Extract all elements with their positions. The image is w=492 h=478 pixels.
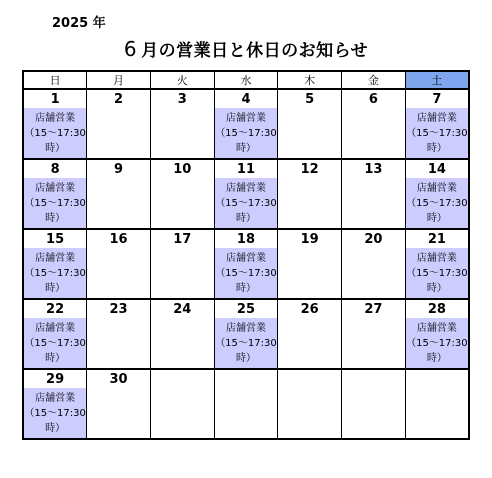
empty-day-cell bbox=[87, 388, 151, 439]
open-hours-text: 時） bbox=[235, 142, 256, 154]
open-hours-text: 時） bbox=[45, 212, 66, 224]
open-hours-cell bbox=[23, 248, 87, 299]
open-hours-text: 店舗営業 bbox=[35, 392, 76, 404]
empty-day-cell bbox=[87, 248, 151, 299]
open-hours-cell bbox=[405, 108, 469, 159]
week-status-row bbox=[23, 108, 469, 159]
empty-day-cell bbox=[87, 318, 151, 369]
open-hours-text: 店舗営業 bbox=[35, 182, 76, 194]
open-hours-text: （15～17:30 bbox=[215, 337, 277, 349]
open-hours-cell bbox=[23, 318, 87, 369]
empty-day-cell bbox=[342, 318, 406, 369]
open-hours-text: 店舗営業 bbox=[35, 252, 76, 264]
open-hours-text: （15～17:30 bbox=[406, 127, 468, 139]
day-number: 13 bbox=[342, 159, 406, 178]
day-number: 16 bbox=[87, 229, 151, 248]
open-hours-text: 店舗営業 bbox=[35, 322, 76, 334]
calendar-table bbox=[22, 70, 470, 440]
week-day-number-row bbox=[23, 369, 469, 388]
day-number: 8 bbox=[23, 159, 87, 178]
week-day-number-row bbox=[23, 159, 469, 178]
open-hours-text: 時） bbox=[426, 212, 447, 224]
open-hours-cell bbox=[23, 178, 87, 229]
title-month: 6 bbox=[123, 37, 138, 61]
empty-day-cell bbox=[342, 248, 406, 299]
day-number: 25 bbox=[214, 299, 278, 318]
open-hours-text: （15～17:30 bbox=[24, 197, 86, 209]
week-status-row bbox=[23, 178, 469, 229]
open-hours-text: 時） bbox=[235, 352, 256, 364]
open-hours-cell bbox=[405, 248, 469, 299]
empty-day-cell bbox=[150, 388, 214, 439]
weekday-header-row bbox=[23, 71, 469, 89]
day-number: 15 bbox=[23, 229, 87, 248]
weekday-sun: 日 bbox=[23, 71, 87, 89]
open-hours-text: 店舗営業 bbox=[416, 112, 457, 124]
open-hours-text: 時） bbox=[45, 352, 66, 364]
day-number: 23 bbox=[87, 299, 151, 318]
open-hours-text: 時） bbox=[426, 352, 447, 364]
day-number: 4 bbox=[214, 89, 278, 108]
open-hours-text: 時） bbox=[426, 282, 447, 294]
day-number: 2 bbox=[87, 89, 151, 108]
open-hours-cell bbox=[214, 318, 278, 369]
open-hours-text: 店舗営業 bbox=[225, 252, 266, 264]
open-hours-text: （15～17:30 bbox=[406, 197, 468, 209]
open-hours-cell bbox=[23, 108, 87, 159]
open-hours-text: 時） bbox=[426, 142, 447, 154]
open-hours-text: 店舗営業 bbox=[416, 322, 457, 334]
open-hours-cell bbox=[214, 178, 278, 229]
day-number: 30 bbox=[87, 369, 151, 388]
day-number: 24 bbox=[150, 299, 214, 318]
day-number bbox=[214, 369, 278, 388]
open-hours-text: 店舗営業 bbox=[35, 112, 76, 124]
open-hours-text: 店舗営業 bbox=[225, 112, 266, 124]
day-number: 9 bbox=[87, 159, 151, 178]
day-number: 17 bbox=[150, 229, 214, 248]
day-number: 11 bbox=[214, 159, 278, 178]
open-hours-text: （15～17:30 bbox=[24, 267, 86, 279]
open-hours-text: （15～17:30 bbox=[24, 407, 86, 419]
open-hours-text: （15～17:30 bbox=[24, 127, 86, 139]
open-hours-text: 店舗営業 bbox=[416, 182, 457, 194]
open-hours-text: （15～17:30 bbox=[406, 337, 468, 349]
day-number: 20 bbox=[342, 229, 406, 248]
empty-day-cell bbox=[342, 388, 406, 439]
week-status-row bbox=[23, 248, 469, 299]
open-hours-cell bbox=[214, 248, 278, 299]
empty-day-cell bbox=[278, 388, 342, 439]
week-status-row bbox=[23, 318, 469, 369]
weekday-fri: 金 bbox=[342, 71, 406, 89]
open-hours-text: 時） bbox=[235, 212, 256, 224]
week-day-number-row bbox=[23, 299, 469, 318]
title-text: 月の営業日と休日のお知らせ bbox=[141, 41, 369, 61]
open-hours-text: 時） bbox=[235, 282, 256, 294]
week-day-number-row bbox=[23, 89, 469, 108]
weekday-wed: 水 bbox=[214, 71, 278, 89]
empty-day-cell bbox=[150, 248, 214, 299]
day-number: 22 bbox=[23, 299, 87, 318]
empty-day-cell bbox=[342, 108, 406, 159]
week-day-number-row bbox=[23, 229, 469, 248]
open-hours-text: 時） bbox=[45, 142, 66, 154]
day-number: 14 bbox=[405, 159, 469, 178]
empty-day-cell bbox=[342, 178, 406, 229]
weekday-tue: 火 bbox=[150, 71, 214, 89]
open-hours-text: 時） bbox=[45, 422, 66, 434]
empty-day-cell bbox=[405, 388, 469, 439]
open-hours-text: 店舗営業 bbox=[225, 322, 266, 334]
day-number: 12 bbox=[278, 159, 342, 178]
open-hours-text: （15～17:30 bbox=[406, 267, 468, 279]
page-title bbox=[0, 36, 492, 61]
open-hours-text: （15～17:30 bbox=[215, 267, 277, 279]
empty-day-cell bbox=[87, 178, 151, 229]
day-number: 18 bbox=[214, 229, 278, 248]
empty-day-cell bbox=[278, 178, 342, 229]
week-status-row bbox=[23, 388, 469, 439]
weekday-mon: 月 bbox=[87, 71, 151, 89]
open-hours-text: 店舗営業 bbox=[416, 252, 457, 264]
open-hours-text: （15～17:30 bbox=[215, 197, 277, 209]
day-number: 26 bbox=[278, 299, 342, 318]
day-number bbox=[278, 369, 342, 388]
empty-day-cell bbox=[150, 318, 214, 369]
empty-day-cell bbox=[150, 108, 214, 159]
empty-day-cell bbox=[278, 248, 342, 299]
open-hours-text: 時） bbox=[45, 282, 66, 294]
day-number: 3 bbox=[150, 89, 214, 108]
open-hours-text: （15～17:30 bbox=[24, 337, 86, 349]
day-number bbox=[342, 369, 406, 388]
year-label: 2025 年 bbox=[52, 16, 106, 31]
open-hours-cell bbox=[405, 178, 469, 229]
empty-day-cell bbox=[278, 108, 342, 159]
day-number: 5 bbox=[278, 89, 342, 108]
empty-day-cell bbox=[150, 178, 214, 229]
day-number: 1 bbox=[23, 89, 87, 108]
day-number: 28 bbox=[405, 299, 469, 318]
open-hours-text: 店舗営業 bbox=[225, 182, 266, 194]
empty-day-cell bbox=[214, 388, 278, 439]
weekday-thu: 木 bbox=[278, 71, 342, 89]
open-hours-cell bbox=[214, 108, 278, 159]
day-number: 6 bbox=[342, 89, 406, 108]
day-number: 7 bbox=[405, 89, 469, 108]
day-number: 10 bbox=[150, 159, 214, 178]
day-number: 29 bbox=[23, 369, 87, 388]
open-hours-text: （15～17:30 bbox=[215, 127, 277, 139]
open-hours-cell bbox=[405, 318, 469, 369]
day-number bbox=[150, 369, 214, 388]
empty-day-cell bbox=[87, 108, 151, 159]
day-number bbox=[405, 369, 469, 388]
empty-day-cell bbox=[278, 318, 342, 369]
weekday-sat: 土 bbox=[405, 71, 469, 89]
day-number: 27 bbox=[342, 299, 406, 318]
day-number: 19 bbox=[278, 229, 342, 248]
open-hours-cell bbox=[23, 388, 87, 439]
day-number: 21 bbox=[405, 229, 469, 248]
